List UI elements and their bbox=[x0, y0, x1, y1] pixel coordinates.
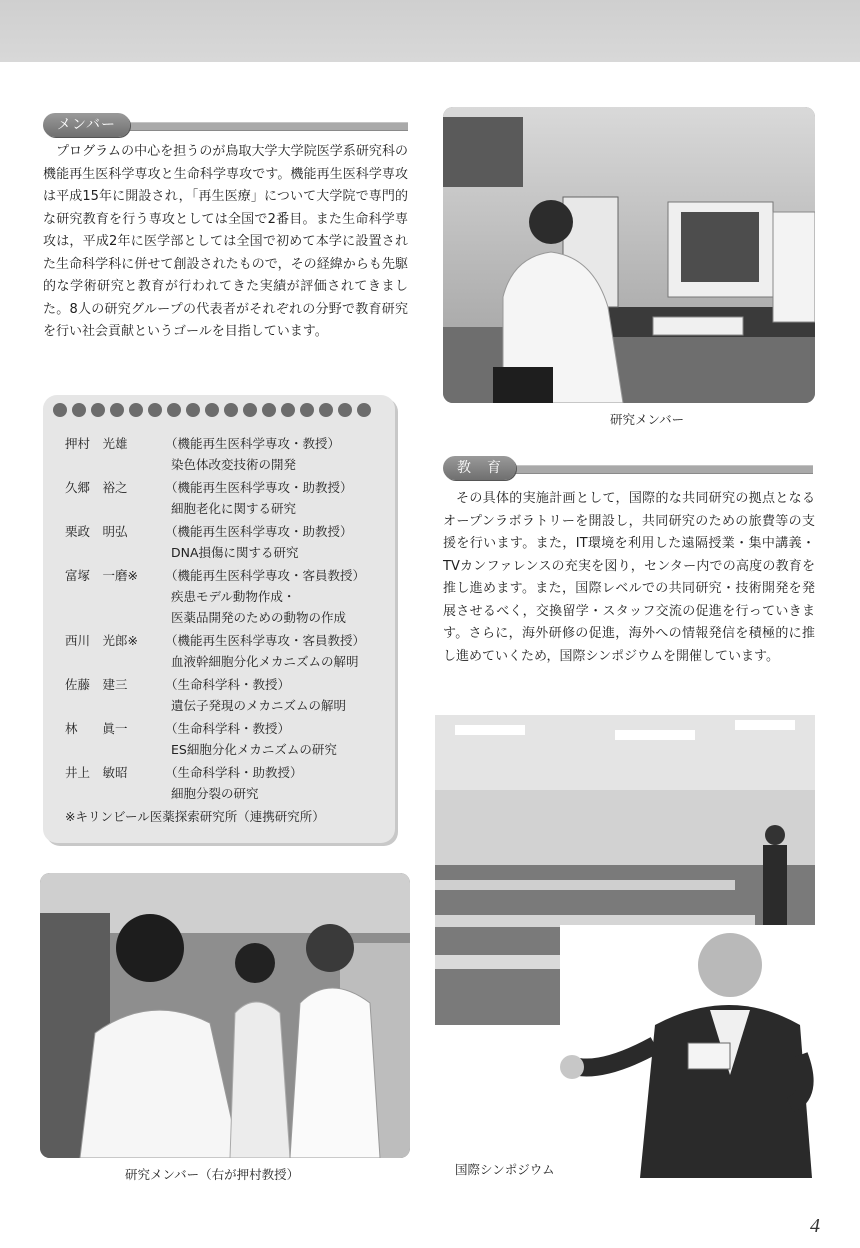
symposium-caption: 国際シンポジウム bbox=[455, 1162, 555, 1177]
dot bbox=[205, 403, 219, 417]
member-list-box bbox=[43, 395, 395, 843]
member-name: 西川 光郎※ bbox=[65, 633, 138, 648]
member-affiliation: （生命科学科・教授） bbox=[165, 721, 291, 736]
member-footnote: ※キリンビール医薬探索研究所（連携研究所） bbox=[65, 809, 325, 824]
education-heading: 教 育 bbox=[443, 456, 516, 480]
dot bbox=[357, 403, 371, 417]
page-number: 4 bbox=[810, 1215, 820, 1237]
dot bbox=[72, 403, 86, 417]
member-list bbox=[65, 433, 385, 827]
member-entry bbox=[65, 477, 385, 519]
microscope-photo bbox=[443, 107, 815, 403]
member-entry bbox=[65, 433, 385, 475]
members-section-header bbox=[43, 113, 408, 139]
member-topic: ES細胞分化メカニズムの研究 bbox=[171, 742, 337, 757]
microscope-caption: 研究メンバー bbox=[610, 412, 685, 427]
member-topic: 遺伝子発現のメカニズムの解明 bbox=[171, 698, 347, 713]
header-band bbox=[0, 0, 860, 62]
dot bbox=[148, 403, 162, 417]
dot bbox=[262, 403, 276, 417]
members-paragraph: プログラムの中心を担うのが鳥取大学大学院医学系研究科の機能再生医科学専攻と生命科学専攻です。機能再生医科学専攻は平成15年に開設され，「再生医療」について大学院で専門的な研究教育を行う専攻としては全国で2番目。また生命科学専攻は，平成2年に医学部としては全国で初めて本学に設置された生命科学科に併せて創設されたもので，その経緯からも先駆的な学術研究と教育が行われてきた実績が評価されてきました。8人の研究グループの代表者がそれぞれの分野で教育研究を行い社会貢献というゴールを目指しています。 bbox=[43, 144, 408, 339]
member-affiliation: （機能再生医科学専攻・客員教授） bbox=[165, 633, 366, 648]
member-name: 佐藤 建三 bbox=[65, 677, 128, 692]
section-rule bbox=[113, 122, 408, 131]
member-name: 押村 光雄 bbox=[65, 436, 128, 451]
dot bbox=[319, 403, 333, 417]
dot bbox=[281, 403, 295, 417]
member-entry bbox=[65, 521, 385, 563]
speaker-photo-image bbox=[560, 925, 815, 1178]
education-paragraph: その具体的実施計画として，国際的な共同研究の拠点となるオープンラボラトリーを開設し，共同研究のための旅費等の支援を行います。また，IT環境を利用した遠隔授業・集中講義・TVカンファレンスの充実を図り，センター内での高度の教育を推し進めます。また，国際レベルでの共同研究・技術開発を発展させるべく，交換留学・スタッフ交流の促進を行っていきます。さらに，海外研修の促進，海外への情報発信を積極的に推し進めていくため，国際シンポジウムを開催しています。 bbox=[443, 491, 815, 664]
dot bbox=[53, 403, 67, 417]
dot bbox=[300, 403, 314, 417]
member-affiliation: （生命科学科・教授） bbox=[165, 677, 291, 692]
section-rule bbox=[513, 465, 813, 474]
dot bbox=[110, 403, 124, 417]
member-topic: 細胞老化に関する研究 bbox=[171, 501, 297, 516]
dot-border bbox=[53, 403, 371, 417]
member-entry bbox=[65, 630, 385, 672]
member-affiliation: （機能再生医科学専攻・助教授） bbox=[165, 524, 353, 539]
member-name: 井上 敏昭 bbox=[65, 765, 128, 780]
lab-caption: 研究メンバー（右が押村教授） bbox=[125, 1167, 300, 1182]
member-topic: 医薬品開発のための動物の作成 bbox=[171, 610, 347, 625]
member-topic: 染色体改変技術の開発 bbox=[171, 457, 297, 472]
microscope-photo-image bbox=[443, 107, 815, 403]
member-affiliation: （機能再生医科学専攻・客員教授） bbox=[165, 568, 366, 583]
member-topic: 細胞分裂の研究 bbox=[171, 786, 259, 801]
member-entry bbox=[65, 674, 385, 716]
dot bbox=[167, 403, 181, 417]
member-name: 久郷 裕之 bbox=[65, 480, 128, 495]
member-topic: DNA損傷に関する研究 bbox=[171, 545, 299, 560]
lab-photo-image bbox=[40, 873, 410, 1158]
member-entry bbox=[65, 565, 385, 628]
lab-photo bbox=[40, 873, 410, 1158]
member-entry bbox=[65, 762, 385, 804]
dot bbox=[243, 403, 257, 417]
member-affiliation: （機能再生医科学専攻・助教授） bbox=[165, 480, 353, 495]
member-affiliation: （機能再生医科学専攻・教授） bbox=[165, 436, 341, 451]
dot bbox=[186, 403, 200, 417]
member-name: 富塚 一磨※ bbox=[65, 568, 138, 583]
dot bbox=[91, 403, 105, 417]
members-heading: メンバー bbox=[43, 113, 130, 137]
member-name: 林 眞一 bbox=[65, 721, 128, 736]
dot bbox=[129, 403, 143, 417]
dot bbox=[338, 403, 352, 417]
member-topic: 血液幹細胞分化メカニズムの解明 bbox=[171, 654, 359, 669]
member-affiliation: （生命科学科・助教授） bbox=[165, 765, 303, 780]
speaker-photo bbox=[560, 925, 815, 1178]
dot bbox=[224, 403, 238, 417]
member-topic: 疾患モデル動物作成・ bbox=[171, 589, 296, 604]
member-name: 栗政 明弘 bbox=[65, 524, 128, 539]
education-section-header bbox=[443, 456, 813, 482]
member-entry bbox=[65, 718, 385, 760]
